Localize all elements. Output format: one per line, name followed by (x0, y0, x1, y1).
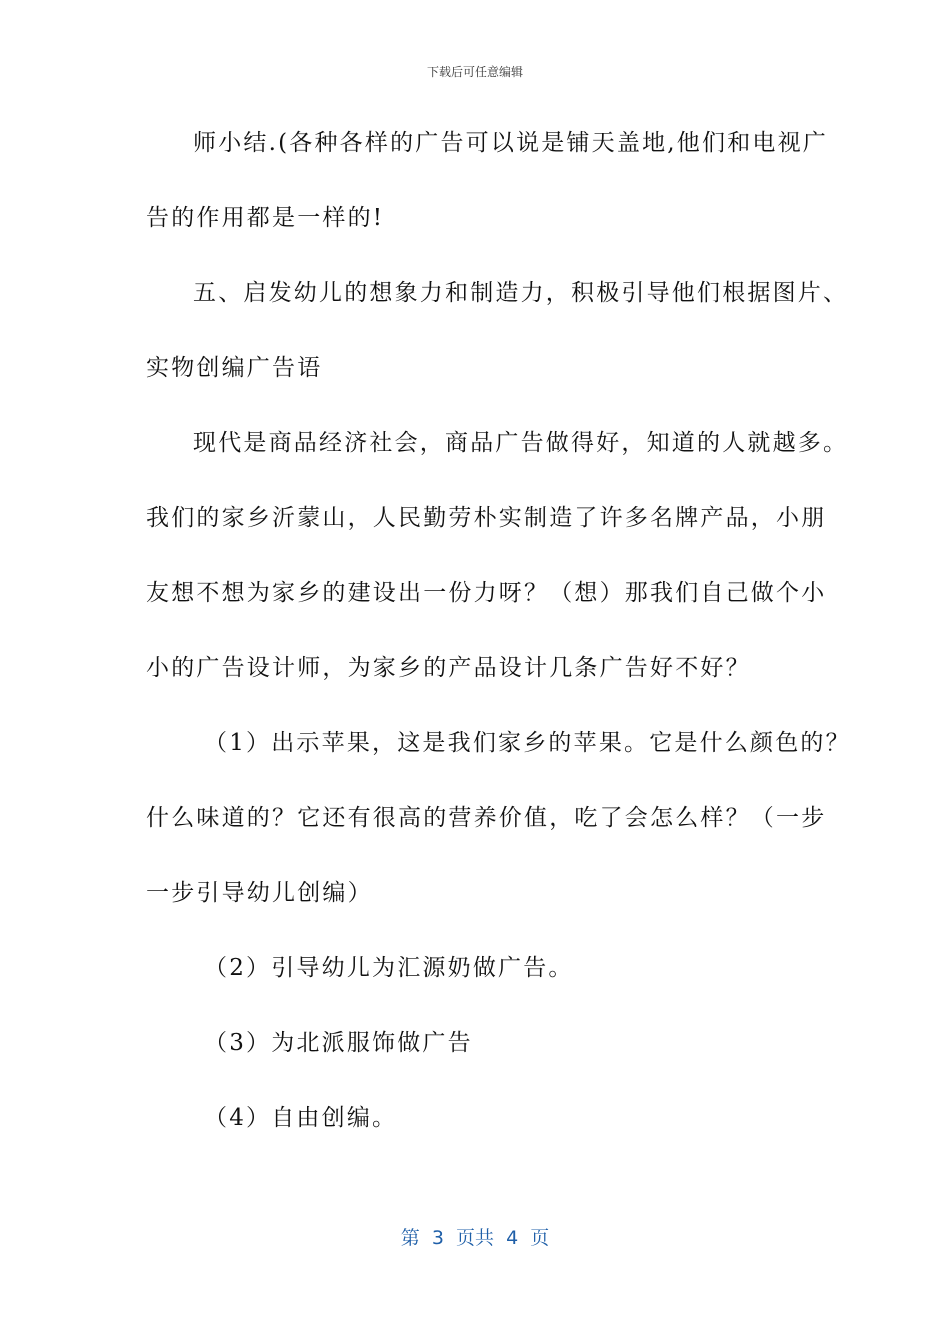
section-heading-line: 实物创编广告语 (146, 355, 323, 381)
paragraph-line: 师小结.(各种各样的广告可以说是铺天盖地,他们和电视广 (193, 130, 828, 156)
list-item-line: （2）引导幼儿为汇源奶做广告。 (204, 955, 574, 981)
paragraph-line: 小的广告设计师，为家乡的产品设计几条广告好不好？ (146, 655, 751, 681)
list-item-line: （4）自由创编。 (204, 1105, 398, 1131)
list-item-line: （3）为北派服饰做广告 (204, 1030, 473, 1056)
page-header: 下载后可任意编辑 (426, 65, 523, 79)
list-item-line: 什么味道的？它还有很高的营养价值，吃了会怎么样？（一步 (146, 805, 827, 831)
section-heading-line: 五、启发幼儿的想象力和制造力，积极引导他们根据图片、 (193, 280, 849, 306)
paragraph-line: 我们的家乡沂蒙山，人民勤劳朴实制造了许多名牌产品，小朋 (146, 505, 827, 531)
list-item-line: （1）出示苹果，这是我们家乡的苹果。它是什么颜色的？ (204, 730, 851, 756)
document-body (146, 106, 851, 1156)
list-item-line: 一步引导幼儿创编） (146, 880, 373, 906)
page-footer: 第 3 页共 4 页 (400, 1227, 550, 1249)
paragraph-line: 告的作用都是一样的! (146, 205, 385, 231)
paragraph-line: 现代是商品经济社会，商品广告做得好，知道的人就越多。 (193, 430, 849, 456)
paragraph-line: 友想不想为家乡的建设出一份力呀？（想）那我们自己做个小 (146, 580, 827, 606)
